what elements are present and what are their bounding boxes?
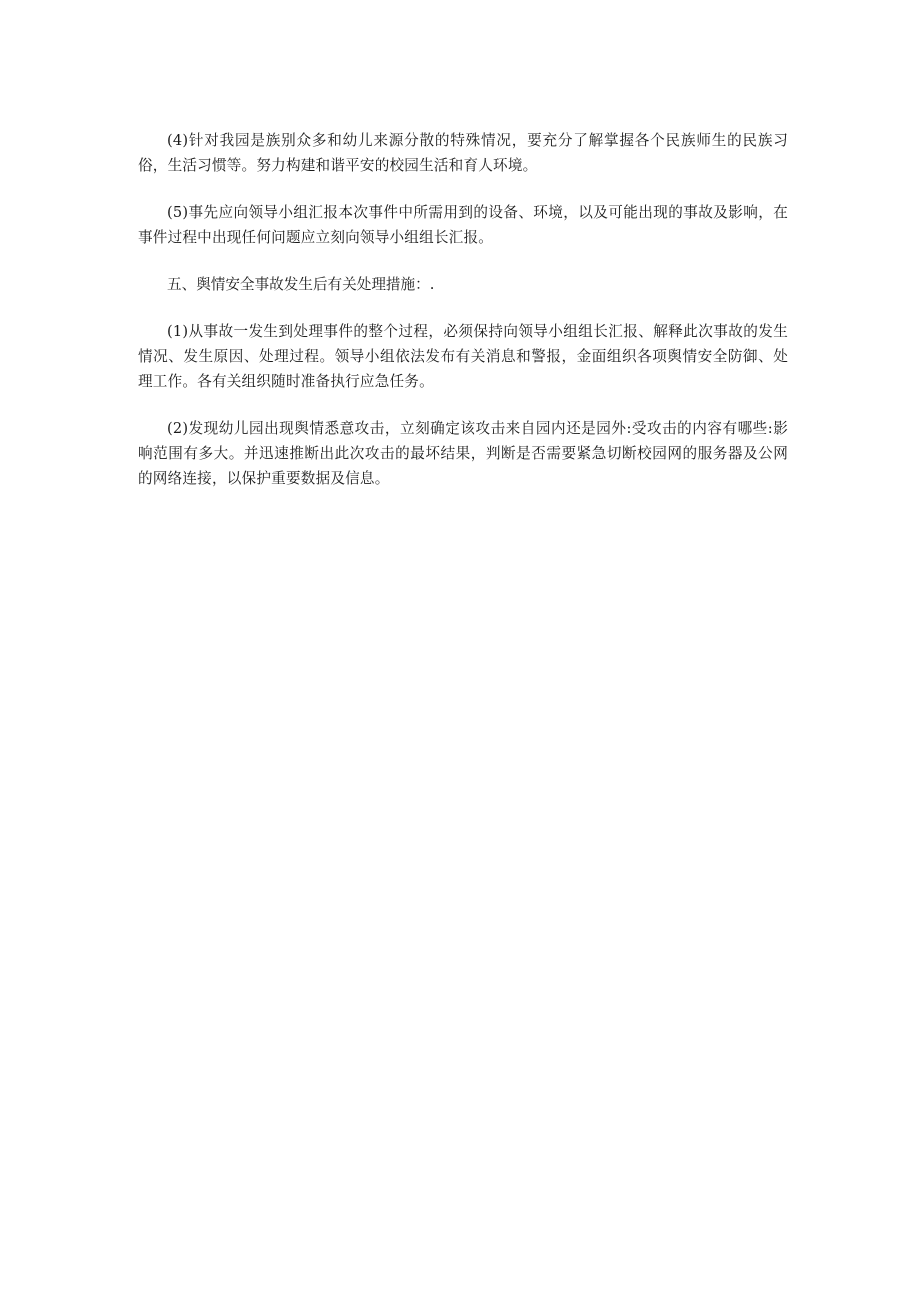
paragraph-item-5: (5)事先应向领导小组汇报本次事件中所需用到的设备、环境，以及可能出现的事故及影响，在事件过程中出现任何问题应立刻向领导小组组长汇报。 (138, 204, 788, 246)
paragraph-measure-1: (1)从事故一发生到处理事件的整个过程，必须保持向领导小组组长汇报、解释此次事故的发生情况、发生原因、处理过程。领导小组依法发布有关消息和警报，金面组织各项舆情安全防御、处理工作。各有关组织随时准备执行应急任务。 (138, 323, 788, 390)
document-page (138, 128, 788, 491)
section-heading-5: 五、舆情安全事故发生后有关处理措施：. (167, 276, 435, 293)
paragraph-measure-2: (2)发现幼儿园出现舆情悉意攻击，立刻确定该攻击来自园内还是园外:受攻击的内容有哪些:影响范围有多大。并迅速推断出此次攻击的最坏结果，判断是否需要紧急切断校园网的服务器及公网的网络连接，以保护重要数据及信息。 (138, 420, 788, 487)
paragraph-item-4: (4)针对我园是族别众多和幼儿来源分散的特殊情况，要充分了解掌握各个民族师生的民族习俗，生活习惯等。努力构建和谐平安的校园生活和育人环境。 (138, 132, 788, 174)
